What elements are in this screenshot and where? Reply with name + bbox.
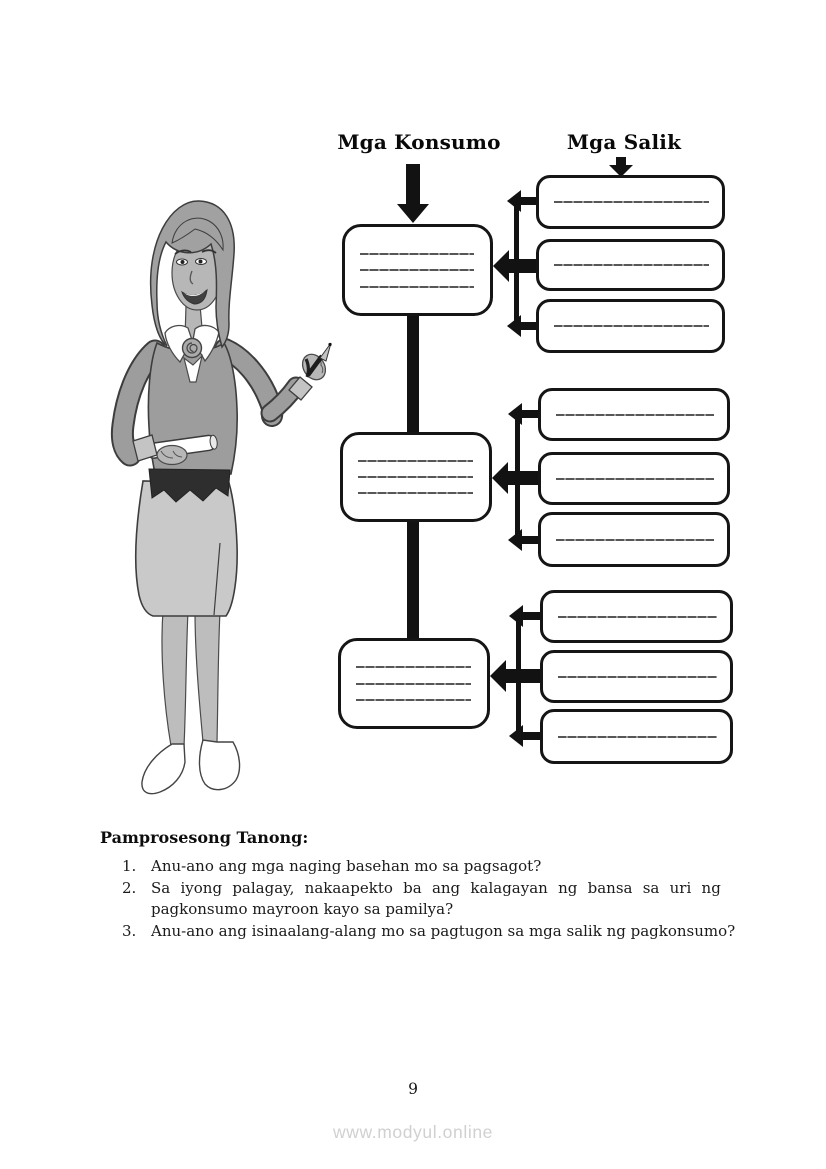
konsumo-box-3 <box>338 638 490 729</box>
questions-section <box>100 828 740 942</box>
brooch <box>183 339 202 358</box>
konsumo-box-2 <box>340 432 492 522</box>
left-hand <box>157 446 187 465</box>
write-line <box>360 286 474 288</box>
page-number: 9 <box>408 1080 418 1098</box>
vertical-connector <box>407 310 419 436</box>
question-number: 2. <box>122 878 137 897</box>
shoes <box>142 740 240 794</box>
down-arrow-icon <box>397 164 429 223</box>
salik-box-1 <box>536 175 725 229</box>
write-line <box>554 325 709 327</box>
question-item <box>100 921 740 943</box>
question-item <box>100 878 740 921</box>
left-arrow-small-icon <box>507 190 539 212</box>
salik-box-4 <box>538 388 730 441</box>
write-line <box>554 264 709 266</box>
vertical-connector <box>407 518 419 642</box>
diagram-header-mga-salik: Mga Salik <box>566 130 682 154</box>
question-item <box>100 856 740 878</box>
teacher-illustration <box>95 193 340 808</box>
write-line <box>356 683 471 685</box>
down-arrow-small-icon <box>609 157 633 177</box>
left-arrow-small-icon <box>508 403 541 425</box>
write-line <box>358 460 473 462</box>
write-line <box>556 414 714 416</box>
write-line <box>556 539 714 541</box>
salik-box-8 <box>540 650 733 703</box>
left-arrow-small-icon <box>508 529 541 551</box>
question-text: Sa iyong palagay, nakaapekto ba ang kalagayan ng bansa sa uri ng pagkonsumo mayroon kayo sa pamilya? <box>151 878 721 918</box>
questions-list <box>100 856 740 942</box>
watermark: www.modyul.online <box>333 1122 493 1142</box>
left-arrow-small-icon <box>509 725 543 747</box>
left-arrow-big-icon <box>492 462 541 494</box>
left-arrow-big-icon <box>490 660 543 692</box>
salik-box-6 <box>538 512 730 567</box>
diagram-header-mga-konsumo: Mga Konsumo <box>337 130 501 154</box>
question-text: Anu-ano ang isinaalang-alang mo sa pagtugon sa mga salik ng pagkonsumo? <box>151 921 736 940</box>
write-line <box>356 699 471 701</box>
left-arrow-small-icon <box>507 315 539 337</box>
salik-box-5 <box>538 452 730 505</box>
write-line <box>358 492 473 494</box>
write-line <box>554 201 709 203</box>
skirt <box>136 481 237 616</box>
write-line <box>358 476 473 478</box>
legs <box>162 611 220 746</box>
question-text: Anu-ano ang mga naging basehan mo sa pagsagot? <box>151 857 542 875</box>
salik-box-3 <box>536 299 725 353</box>
write-line <box>558 616 717 618</box>
konsumo-box-1 <box>342 224 493 316</box>
write-line <box>558 736 717 738</box>
salik-box-7 <box>540 590 733 643</box>
question-number: 3. <box>122 921 137 940</box>
questions-heading: Pamprosesong Tanong: <box>100 828 309 847</box>
left-arrow-small-icon <box>509 605 543 627</box>
question-number: 1. <box>122 857 137 875</box>
salik-box-9 <box>540 709 733 764</box>
write-line <box>360 253 474 255</box>
write-line <box>356 666 471 668</box>
salik-box-2 <box>536 239 725 291</box>
write-line <box>558 676 717 678</box>
write-line <box>556 478 714 480</box>
write-line <box>360 269 474 271</box>
left-arrow-big-icon <box>493 250 539 282</box>
